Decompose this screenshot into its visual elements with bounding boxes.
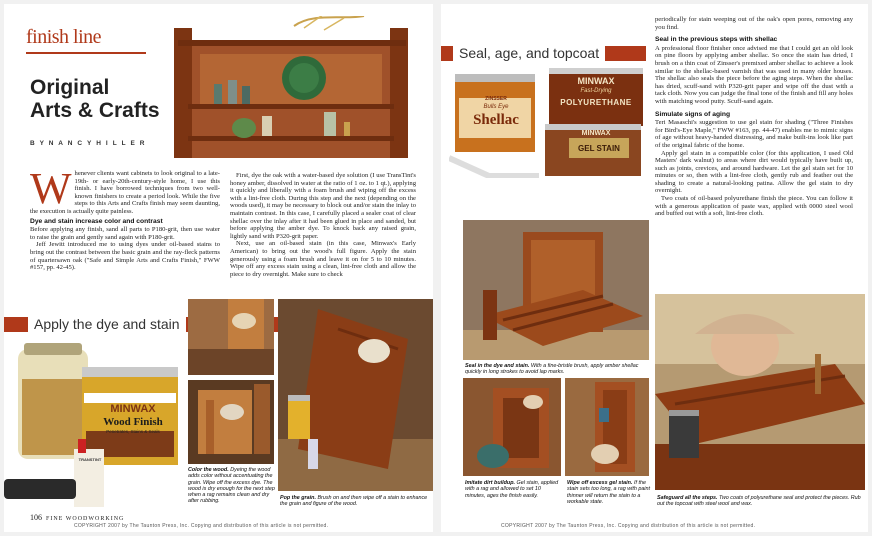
- caption-wipe-bold: Wipe off excess gel stain.: [567, 480, 633, 486]
- can2-sub: Fast-Drying: [580, 88, 612, 94]
- caption-imitate-bold: Imitate dirt buildup.: [465, 480, 516, 486]
- page-folio: [30, 513, 124, 522]
- section-title-seal: Seal, age, and topcoat: [453, 45, 605, 61]
- magazine-name: FINE WOODWORKING: [46, 516, 125, 522]
- caption-color-bold: Color the wood.: [188, 467, 229, 473]
- pop-grain-illustration: [278, 299, 433, 491]
- intro-paragraph: henever clients want cabinets to look original to a late-19th- or early-20th-century-style home, I use this finish. I have borrowed techniques from two well-known finishers to create a period look. While the five steps to this Arts and Crafts finish may seem daunting, the execution is actually quite painless.: [30, 170, 220, 215]
- photo-pop-grain: [278, 299, 433, 491]
- byline: B Y N A N C Y H I L L E R: [30, 140, 147, 147]
- safeguard-illustration: [655, 294, 865, 490]
- caption-imitate: [465, 480, 561, 499]
- caption-seal: [465, 363, 649, 376]
- caption-seal-bold: Seal in the dye and stain.: [465, 363, 530, 369]
- can2-name: POLYURETHANE: [560, 98, 632, 107]
- paragraph-sanding: Before applying any finish, sand all parts to P180-grit, then use water to raise the grain and gently sand again with P180-grit.: [30, 226, 220, 241]
- left-page: [4, 4, 433, 532]
- dye-wipe-illustration-2: [188, 380, 274, 464]
- caption-pop-bold: Pop the grain.: [280, 495, 316, 501]
- can3-name: GEL STAIN: [578, 144, 620, 153]
- page-number: 106: [30, 513, 42, 522]
- drop-cap: W: [30, 164, 72, 213]
- paragraph-age-2: Apply gel stain in a compatible color (for this application, I used Old Masters' dark walnut) to areas where dirt would typically have built up, such as joints, crevices, and around hardware. Let the gel stain set for 10 minutes or so, then with a lint-free cloth, gently rub and feather out the shading to create a natural-looking patina. Allow the gel stain to dry overnight.: [655, 149, 853, 195]
- subhead-age: Simulate signs of aging: [655, 110, 731, 118]
- caption-safeguard: [657, 495, 865, 508]
- caption-safe-text: Two coats of polyurethane seal and protect the pieces. Rub out the topcoat with steel wool and wax.: [657, 495, 861, 508]
- photo-wipe-gel: [565, 378, 649, 476]
- caption-wipe: [567, 480, 651, 505]
- caption-color-text: Dyeing the wood adds color without accentuating the grain. Wipe off the excess dye. The wood is dry enough for the next step when a rag remains clean and dry after rubbing.: [188, 467, 275, 505]
- subhead-dye-stain: Dye and stain increase color and contrast: [30, 217, 163, 225]
- photo-safeguard: [655, 294, 865, 490]
- products-photo: [4, 339, 184, 509]
- section-kicker: finish line: [26, 26, 102, 48]
- photo-dye-wipe-1: [188, 299, 274, 375]
- bottle-label: TRANSTINT: [78, 457, 102, 462]
- paragraph-jewitt: Jeff Jewitt introduced me to using dyes under oil-based stains to bring out the contrast between the basic grain and the ray-fleck patterns of quartersawn oak ("Safe and Simple Arts and Crafts Finish," FWW #157, pp. 42-45).: [30, 241, 220, 272]
- can1-brand: ZINSSER: [485, 96, 507, 102]
- copyright-left: COPYRIGHT 2007 by The Taunton Press, Inc. Copying and distribution of this article is not permitted.: [74, 523, 329, 529]
- can2-brand: MINWAX: [577, 76, 615, 86]
- caption-imitate-text: Gel stain, applied with a rag and allowed to set 10 minutes, ages the finish easily.: [465, 480, 559, 499]
- photo-seal-shellac: [463, 220, 649, 360]
- imitate-dirt-illustration: [463, 378, 561, 476]
- paragraph-dye: First, dye the oak with a water-based dye solution (I use TransTint's honey amber, dissolved in water at the ratio of 1 oz. to 1 qt.), applying it quickly and liberally with a foam brush and wiping off the excess with a lint-free cloth. During this step and the next (depending on the woods used), it may be necessary to block out and/or stain the inlay to maintain contrast. In this case, I carefully placed a sealer coat of clear shellac over the inlay after it had been glued in place and sanded, but before applying the amber dye. To knock back any raised grain, lightly sand with P320-grit paper.: [230, 172, 416, 240]
- can-sub-label: Penetrates, Stains & Seals: [106, 429, 160, 434]
- hero-shelf-photo: [174, 16, 414, 164]
- kicker-rule: [26, 52, 146, 54]
- finish-cans-photo: [449, 68, 649, 178]
- caption-safe-bold: Safeguard all the steps.: [657, 495, 718, 501]
- caption-color-wood: [188, 467, 276, 505]
- caption-wipe-text: If the stain sets too long, a rag with paint thinner will return the stain to a workable state.: [567, 480, 651, 505]
- right-page: [441, 4, 868, 532]
- caption-pop-text: Brush on and then wipe off a stain to enhance the grain and figure of the wood.: [280, 495, 428, 508]
- title-line-2: Arts & Crafts: [30, 99, 160, 122]
- can1-sub: Bulls Eye: [483, 104, 509, 110]
- photo-imitate-dirt: [463, 378, 561, 476]
- can3-brand: MINWAX: [581, 130, 611, 137]
- can1-name: Shellac: [473, 112, 519, 128]
- seal-shellac-illustration: [463, 220, 649, 360]
- dye-wipe-illustration-1: [188, 299, 274, 375]
- wall-shelf-illustration: [174, 16, 414, 164]
- subhead-seal: Seal in the previous steps with shellac: [655, 36, 778, 44]
- paragraph-age-1: Teri Masaschi's suggestion to use gel stain for shading ("Three Finishes for Bird's-Eye Maple," FWW #163, pp. 44-47) enables me to mimic signs of age without heavy-handed distressing, and make built-ins look like part of the original fabric of the home.: [655, 119, 853, 149]
- left-column-2: [230, 172, 416, 278]
- left-column-1: [30, 164, 220, 272]
- caption-seal-text: With a fine-bristle brush, apply amber shellac quickly in long strokes to avoid lap marks.: [465, 363, 639, 376]
- can-brand-label: MINWAX: [110, 403, 156, 415]
- caption-pop-grain: [280, 495, 430, 508]
- paragraph-weeping: periodically for stain weeping out of the oak's open pores, removing any you find.: [655, 16, 853, 31]
- paragraph-oil-stain: Next, use an oil-based stain (in this case, Minwax's Early American) to bring out the wood's full figure. Apply the stain generously using a foam brush and leave it on for 5 to 10 minutes. Wipe off any excess stain using a clean, lint-free cloth and allow the piece to dry overnight. Make sure to check: [230, 240, 416, 278]
- right-text-column: [655, 16, 853, 218]
- wipe-gel-illustration: [565, 378, 649, 476]
- paragraph-age-3: Two coats of oil-based polyurethane finish the piece. You can follow it with a generous application of paste wax, applied with 0000 steel wool and buffed out with a soft, lint-free cloth.: [655, 195, 853, 218]
- paragraph-seal: A professional floor finisher once advised me that I could get an old look on pine floors by applying amber shellac. So once the stain has dried, I brush on a thin coat of Zinsser's premixed amber shellac to achieve a look similar to the shellac-based varnish that was used in many older houses. The shellac also seals the piece before the aging steps. When the shellac has dried, scuff-sand with P320-grit paper and wipe off the dust with a tack cloth. Now you can judge the final tone of the finish and fill any holes with matching wood putty. Scuff-sand again.: [655, 44, 853, 105]
- copyright-right: COPYRIGHT 2007 by The Taunton Press, Inc. Copying and distribution of this article is not permitted.: [501, 523, 756, 529]
- section-title-apply: Apply the dye and stain: [28, 316, 186, 332]
- can-name-label: Wood Finish: [103, 416, 163, 428]
- title-line-1: Original: [30, 76, 110, 99]
- photo-dye-wipe-2: [188, 380, 274, 464]
- article-title: [30, 76, 160, 122]
